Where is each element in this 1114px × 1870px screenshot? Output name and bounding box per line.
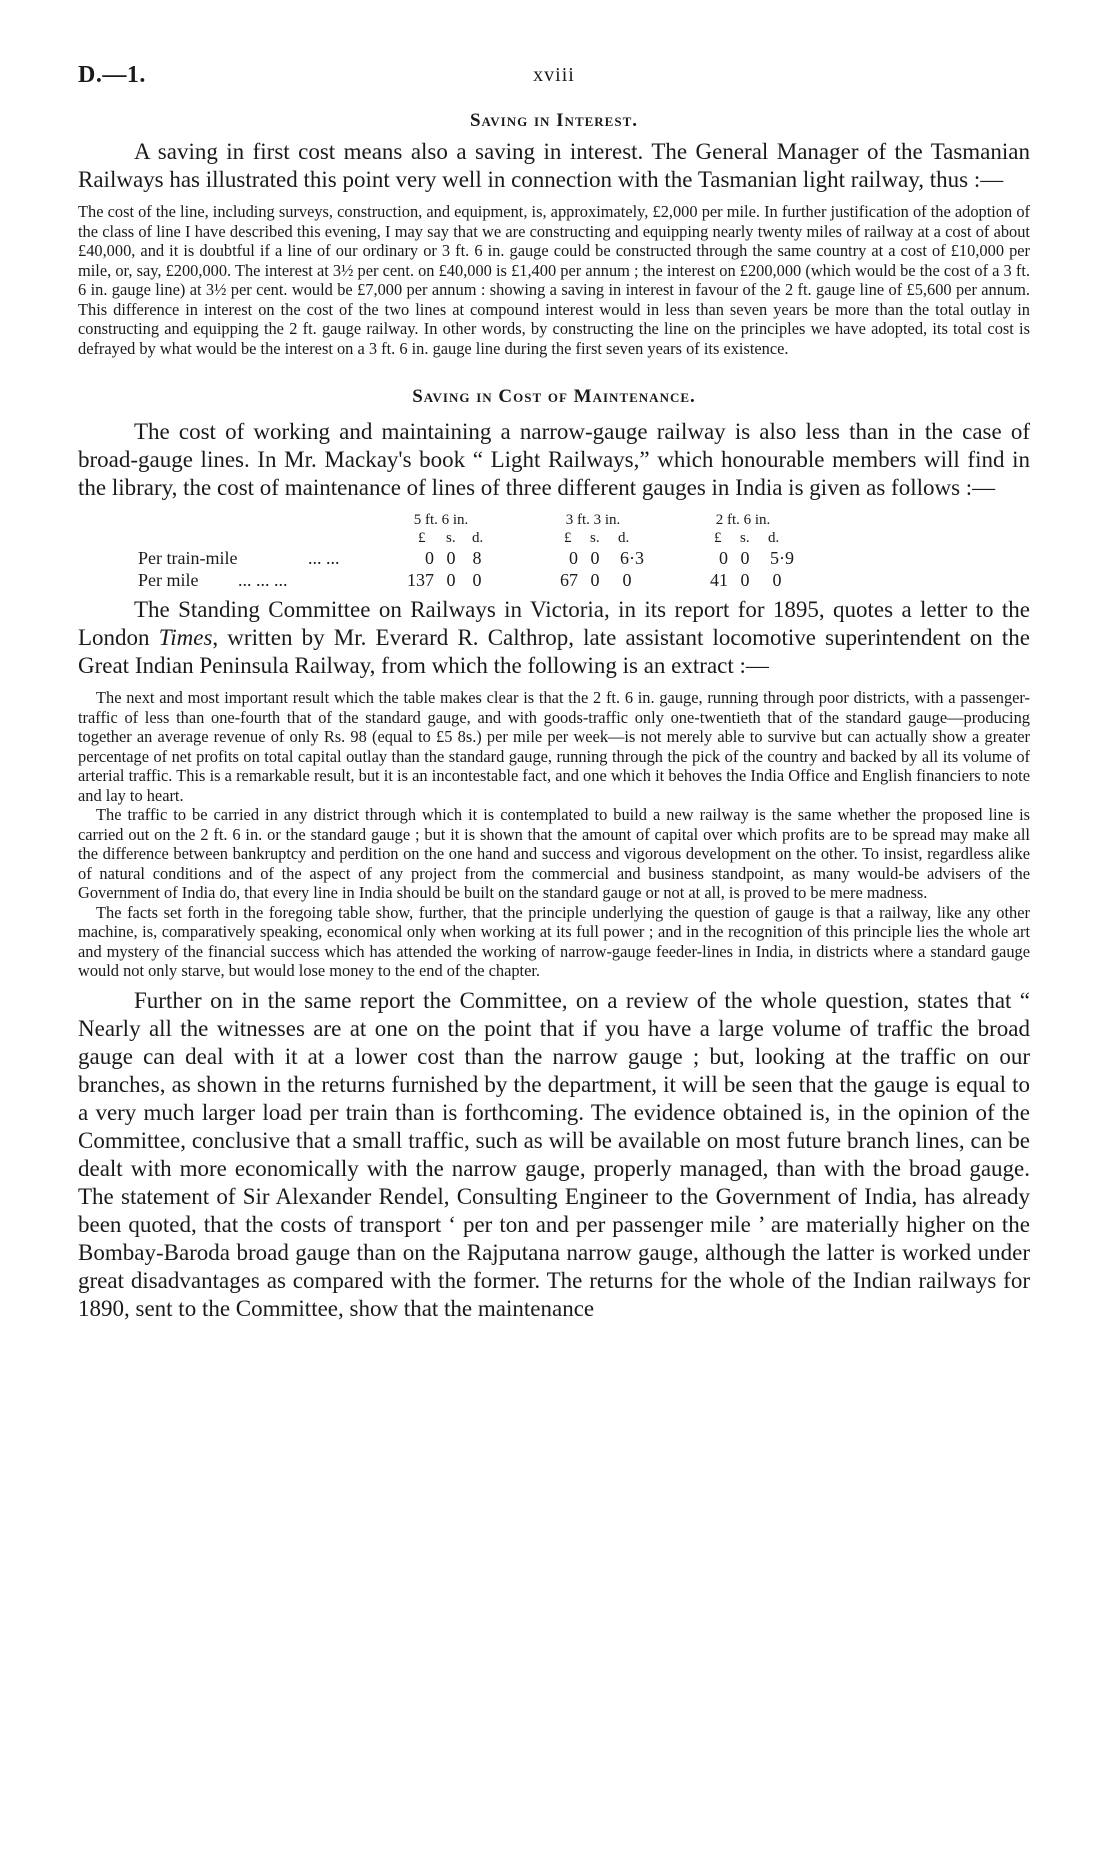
page-number: xviii xyxy=(533,64,575,86)
standing-committee-text-start: The Standing Committee on Railways in Victoria, in its report for 1895, quotes a letter to the London xyxy=(78,597,1030,650)
table-cell: 0 xyxy=(446,548,456,568)
table-cell: 41 xyxy=(710,570,728,590)
gauge-header-5ft6: 5 ft. 6 in. xyxy=(413,512,469,528)
table-cell: 0 xyxy=(772,570,782,590)
unit-pence: d. xyxy=(472,530,484,546)
section-heading-interest: Saving in Interest. xyxy=(469,110,638,131)
maintenance-intro-paragraph: The cost of working and maintaining a narrow-gauge railway is also less than in the case of broad-gauge lines. In Mr. Mackay's book “ Light Railways,” which honourable members will find in the library, the cost of maintenance of lines of three different gauges in India is given as follows :— xyxy=(78,419,1030,500)
row-label-per-mile: Per mile xyxy=(138,570,199,590)
unit-pounds: £ xyxy=(714,530,722,546)
unit-pence: d. xyxy=(768,530,780,546)
table-cell: 0 xyxy=(590,548,600,568)
row-label-per-train-mile: Per train-mile xyxy=(138,548,238,568)
table-cell: 5·9 xyxy=(770,548,794,568)
gauge-header-3ft3: 3 ft. 3 in. xyxy=(565,512,621,528)
table-cell: 0 xyxy=(446,570,456,590)
table-cell: 8 xyxy=(472,548,482,568)
tasmanian-quote xyxy=(78,202,1030,358)
standing-committee-text-end: , written by Mr. Everard R. Calthrop, late assistant locomotive superintendent on the Great Indian Peninsula Railway, from which the following is an extract :— xyxy=(78,625,1030,678)
table-cell: 0 xyxy=(622,570,632,590)
table-cell: 0 xyxy=(740,570,750,590)
table-cell: 0 xyxy=(719,548,728,568)
unit-shillings: s. xyxy=(590,530,600,546)
tasmanian-quote-text: The cost of the line, including surveys, construction, and equipment, is, approximately, £2,000 per mile. In further justification of the adoption of the class of line I have described this evening, I may say that we are constructing and equipping nearly twenty miles of railway at a cost of about £40,000, and it is doubtful if a line of our ordinary or 3 ft. 6 in. gauge could be constructed through the same country at a cost of £10,000 per mile, or, say, £200,000. The interest at 3½ per cent. on £40,000 is £1,400 per annum ; the interest on £200,000 (which would be the cost of a 3 ft. 6 in. gauge line) at 3½ per cent. would be £7,000 per annum : showing a saving in interest in favour of the 2 ft. gauge line of £5,600 per annum. This difference in interest on the cost of the two lines at compound interest would in less than seven years be more than the total outlay in constructing and equipping the 2 ft. gauge railway. In other words, by constructing the line on the principles we have adopted, its total cost is defrayed by what would be the interest on a 3 ft. 6 in. gauge line during the first seven years of its existence. xyxy=(78,202,1030,358)
document-page xyxy=(78,62,1030,1323)
section-heading-maintenance: Saving in Cost of Maintenance. xyxy=(412,386,696,407)
row-leader-dots: ... ... ... xyxy=(238,570,288,590)
unit-pence: d. xyxy=(618,530,630,546)
table-cell: 0 xyxy=(425,548,434,568)
newspaper-title: Times xyxy=(158,625,213,650)
extract-paragraph-3: The facts set forth in the foregoing table show, further, that the principle underlying the question of gauge is that a railway, like any other machine, is, comparatively speaking, economical only when working at its full power ; and in the recognition of this principle lies the whole art and mystery of the financial success which has attended the working of narrow-gauge feeder-lines in India, in districts where a standard gauge would not only starve, but would lose money to the end of the chapter. xyxy=(78,902,1030,980)
unit-shillings: s. xyxy=(740,530,750,546)
unit-pounds: £ xyxy=(564,530,572,546)
table-cell: 0 xyxy=(472,570,482,590)
gauge-header-2ft6: 2 ft. 6 in. xyxy=(715,512,771,528)
unit-shillings: s. xyxy=(446,530,456,546)
extract-paragraph-2: The traffic to be carried in any district through which it is contemplated to build a new railway is the same whether the proposed line is carried out on the 2 ft. 6 in. or the standard gauge ; but it is shown that the amount of capital over which profits are to be spread may make all the difference between bankruptcy and perdition on the one hand and success and vigorous development on the other. To insist, regardless alike of natural conditions and of the aspect of any project from the commercial and business standpoint, as many would-be advisers of the Government of India do, that every line in India should be built on the standard gauge or not at all, is proved to be mere madness. xyxy=(78,805,1030,902)
further-report-paragraph: Further on in the same report the Committee, on a review of the whole question, states that “ Nearly all the witnesses are at one on the point that if you have a large volume of traffic the broad gauge can deal with it at a lower cost than the narrow gauge ; but, looking at the traffic on our branches, as shown in the returns furnished by the department, it will be seen that the gauge is equal to a very much larger load per train than is forthcoming. The evidence obtained is, in the opinion of the Committee, conclusive that a small traffic, such as will be available on most future branch lines, can be dealt with more economically with the narrow gauge, properly managed, than with the broad gauge. The statement of Sir Alexander Rendel, Consulting Engineer to the Government of India, has already been quoted, that the costs of transport ‘ per ton and per passenger mile ’ are materially higher on the Bombay-Baroda broad gauge than on the Rajputana narrow gauge, although the latter is worked under great disadvantages as compared with the former. The returns for the whole of the Indian railways for 1890, sent to the Committee, show that the maintenance xyxy=(78,987,1030,1321)
interest-intro-paragraph: A saving in first cost means also a saving in interest. The General Manager of the Tasmanian Railways has illustrated this point very well in connection with the Tasmanian light railway, thus :— xyxy=(78,139,1030,192)
table-cell: 137 xyxy=(407,570,434,590)
calthrop-extract xyxy=(78,688,1030,981)
unit-pounds: £ xyxy=(418,530,426,546)
table-cell: 0 xyxy=(569,548,578,568)
maintenance-cost-table xyxy=(78,512,1030,588)
table-cell: 67 xyxy=(560,570,578,590)
table-cell: 0 xyxy=(740,548,750,568)
page-header xyxy=(78,62,1030,96)
table-cell: 6·3 xyxy=(620,548,644,568)
extract-paragraph-1: The next and most important result which the table makes clear is that the 2 ft. 6 in. gauge, running through poor districts, with a passenger-traffic of less than one-fourth that of the standard gauge, and with goods-traffic only one-twentieth that of the standard gauge—producing together an average revenue of only Rs. 98 (equal to £5 8s.) per mile per week—is not merely able to survive but can actually show a greater percentage of net profits on total capital outlay than the standard gauge, running through the pick of the country and backed by all its volume of arterial traffic. This is a remarkable result, but it is an incontestable fact, and one which it behoves the India Office and English financiers to note and lay to heart. xyxy=(78,688,1030,805)
table-cell: 0 xyxy=(590,570,600,590)
row-leader-dots: ... ... xyxy=(308,548,340,568)
document-reference: D.—1. xyxy=(78,62,146,88)
standing-committee-paragraph xyxy=(78,596,1030,680)
